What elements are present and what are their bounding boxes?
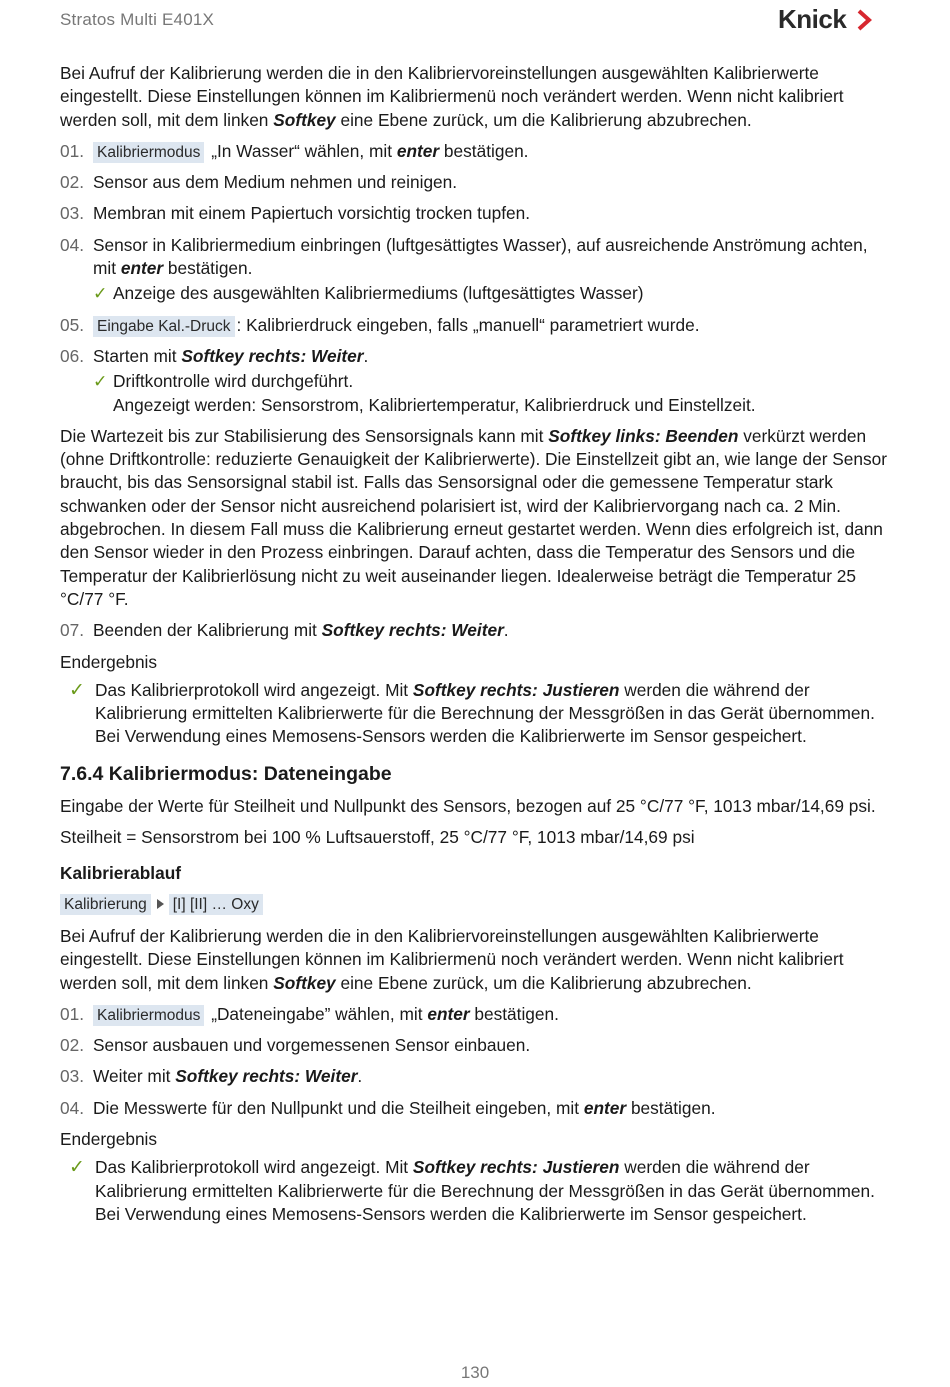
header-title: Stratos Multi E401X [60,10,215,29]
step-a6: 06. Starten mit Softkey rechts: Weiter. ✓ Driftkontrolle wird durchgeführt. Angezeigt werden: Sensorstrom, Kalibriertemperatur, Kalibrierdruck und Einstellzeit. [60,345,892,417]
check-icon: ✓ [69,679,85,701]
step-a5: 05. Eingabe Kal.-Druck : Kalibrierdruck eingeben, falls „manuell“ parametriert wurde. [60,314,700,335]
page-number: 130 [460,1363,490,1382]
result-block: ✓ Das Kalibrierprotokoll wird angezeigt. Mit Softkey rechts: Justieren werden die während der Kalibrierung ermittelten Kalibrierwerte für die Berechnung der Messgrößen in das Gerät übernommen. Bei Verwendung eines Memosens-Sensors werden die Kalibrierwerte im Sensor gespeichert. [60,679,892,749]
step-b1: 01. Kalibriermodus „Dateneingabe” wählen, mit enter bestätigen. [60,1003,559,1024]
result-label: Endergebnis [60,651,158,672]
step-b2: 02. Sensor ausbauen und vorgemessenen Sensor einbauen. [60,1035,531,1056]
logo-text: Knick [778,4,847,34]
chevron-right-icon [856,9,872,31]
section-title: 7.6.4 Kalibriermodus: Dateneingabe [60,762,392,785]
check-icon: ✓ [93,283,108,304]
step-a1: 01. Kalibriermodus „In Wasser“ wählen, mit enter bestätigen. [60,140,529,161]
intro-paragraph: Bei Aufruf der Kalibrierung werden die in den Kalibriervoreinstellungen ausgewählten Kalibrierwerte eingestellt. Diese Einstellungen können im Kalibriermenü noch verändert werden. Wenn nicht kalibriert werden soll, mit dem linken Softkey eine Ebene zurück, um die Kalibrierung abzubrechen. [60,925,844,993]
intro-paragraph: Bei Aufruf der Kalibrierung werden die in den Kalibriervoreinstellungen ausgewählten Kalibrierwerte eingestellt. Diese Einstellungen können im Kalibriermenü noch verändert werden. Wenn nicht kalibriert werden soll, mit dem linken Softkey eine Ebene zurück, um die Kalibrierung abzubrechen. [60,63,844,130]
triangle-right-icon [155,898,165,910]
result-block: ✓ Das Kalibrierprotokoll wird angezeigt. Mit Softkey rechts: Justieren werden die während der Kalibrierung ermittelten Kalibrierwerte für die Berechnung der Messgrößen in das Gerät übernommen. Bei Verwendung eines Memosens-Sensors werden die Kalibrierwerte im Sensor gespeichert. [60,1156,892,1226]
wait-paragraph: Die Wartezeit bis zur Stabilisierung des Sensorsignals kann mit Softkey links: Beenden verkürzt werden (ohne Driftkontrolle: reduzierte Genauigkeit der Kalibrierwerte). Die Einstellzeit gibt an, wie lange der Sensor braucht, bis das Sensorsignal stabil ist. Falls das Sensorsignal oder die gemessene Temperatur stark schwanken oder der Sensor nicht ausreichend polarisiert ist, wird der Kalibriervorgang nach ca. 2 Min. abgebrochen. In diesem Fall muss die Kalibrierung erneut gestartet werden. Wenn dies erfolgreich ist, dann den Sensor wieder in den Prozess einbringen. Darauf achten, dass die Temperatur des Sensors und die Temperatur der Kalibrierlösung nicht zu weit auseinander liegen. Idealerweise beträgt die Temperatur 25 °C/77 °F. [60,425,888,609]
menu-chip: [I] [II] … Oxy [169,894,263,915]
menu-chip: Kalibriermodus [93,142,204,163]
result-label: Endergebnis [60,1128,158,1149]
menu-chip: Eingabe Kal.-Druck [93,316,235,337]
step-a2: 02. Sensor aus dem Medium nehmen und reinigen. [60,172,458,193]
knick-logo [778,4,872,35]
menu-chip: Kalibrierung [60,894,151,915]
subheading: Kalibrierablauf [60,862,182,883]
check-icon: ✓ [93,371,108,392]
page-content [60,62,892,1240]
step-b4: 04. Die Messwerte für den Nullpunkt und die Steilheit eingeben, mit enter bestätigen. [60,1097,716,1118]
slope-definition: Steilheit = Sensorstrom bei 100 % Luftsauerstoff, 25 °C/77 °F, 1013 mbar/14,69 psi [60,827,695,848]
step-a3: 03. Membran mit einem Papiertuch vorsichtig trocken tupfen. [60,203,531,224]
check-icon: ✓ [69,1157,85,1179]
step-a7: 07. Beenden der Kalibrierung mit Softkey rechts: Weiter. [60,620,509,641]
step-a4: 04. Sensor in Kalibriermedium einbringen (luftgesättigtes Wasser), auf ausreichende Anströmung achten, mit enter bestätigen. ✓ Anzeige des ausgewählten Kalibriermediums (luftgesättigtes Wasser) [60,234,892,306]
section-paragraph: Eingabe der Werte für Steilheit und Nullpunkt des Sensors, bezogen auf 25 °C/77 °F, 1013 mbar/14,69 psi. [60,796,876,817]
step-b3: 03. Weiter mit Softkey rechts: Weiter. [60,1066,363,1087]
menu-path [60,894,892,915]
menu-chip: Kalibriermodus [93,1005,204,1026]
